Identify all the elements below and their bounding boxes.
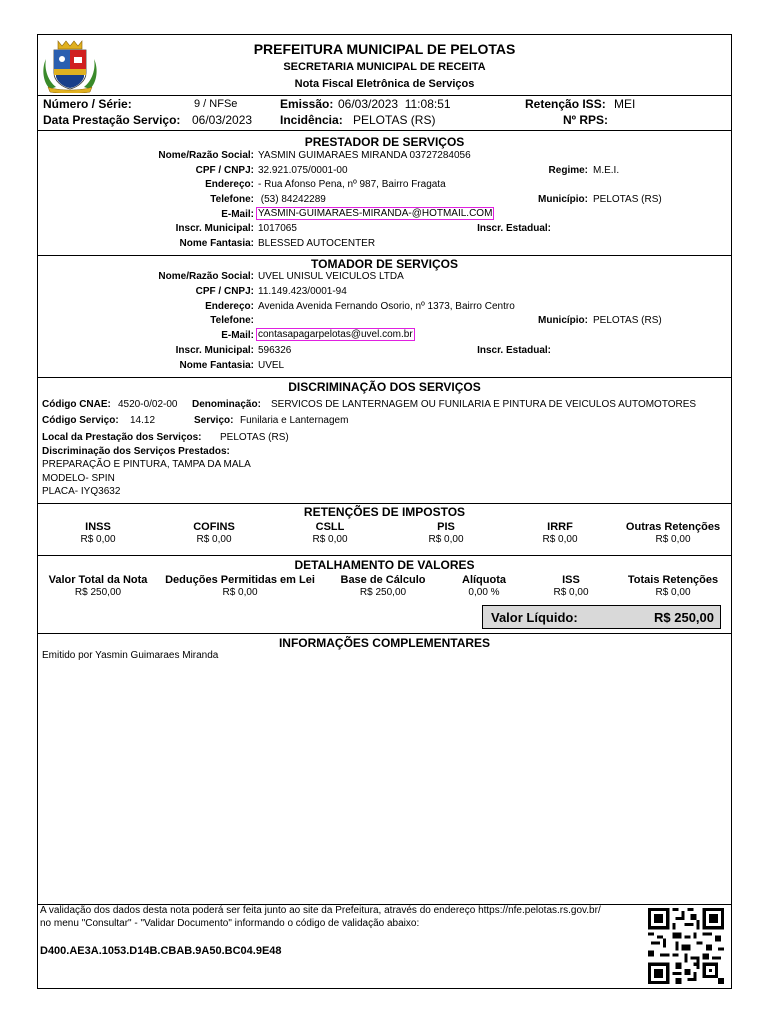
prestador-nome: YASMIN GUIMARAES MIRANDA 03727284056: [258, 150, 471, 161]
tomador-municipio: PELOTAS (RS): [593, 315, 662, 326]
retencao-value: R$ 0,00: [196, 534, 232, 545]
retencao-irrf: [522, 521, 598, 545]
denominacao-value: SERVICOS DE LANTERNAGEM OU FUNILARIA E PINTURA DE VEICULOS AUTOMOTORES: [271, 399, 697, 410]
servicos-prestados-label: Discriminação dos Serviços Prestados:: [42, 446, 230, 457]
tomador-endereco-label: Endereço:: [205, 301, 254, 312]
tomador-title: TOMADOR DE SERVIÇOS: [311, 257, 458, 271]
tomador-fantasia-label: Nome Fantasia:: [179, 360, 254, 371]
cnae-value: 4520-0/02-00: [118, 399, 178, 410]
retencao-label: PIS: [437, 521, 455, 533]
servicos-prestados-line: PLACA- IYQ3632: [42, 486, 121, 497]
emissao-value: 06/03/2023 11:08:51: [338, 97, 451, 111]
prestador-cpf-label: CPF / CNPJ:: [195, 165, 254, 176]
retencao-value: R$ 0,00: [542, 534, 578, 545]
prestador-municipio: PELOTAS (RS): [593, 194, 662, 205]
prestador-email-label: E-Mail:: [221, 209, 254, 220]
prestador-fantasia: BLESSED AUTOCENTER: [258, 238, 376, 249]
complementares-title: INFORMAÇÕES COMPLEMENTARES: [278, 636, 491, 650]
tomador-inscr-mun: 596326: [258, 345, 292, 356]
codigo-servico-value: 14.12: [130, 415, 156, 426]
prestador-endereco: - Rua Afonso Pena, nº 987, Bairro Fragata: [258, 179, 446, 190]
prestador-nome-label: Nome/Razão Social:: [158, 150, 254, 161]
valor-totais-retencoes: [618, 574, 728, 598]
prestador-cpf: 32.921.075/0001-00: [258, 165, 348, 176]
denominacao-label: Denominação:: [192, 399, 261, 410]
servicos-prestados-line: MODELO- SPIN: [42, 473, 115, 484]
validation-code: D400.AE3A.1053.D14B.CBAB.9A50.BC04.9E48: [40, 945, 282, 957]
valor-label: Valor Total da Nota: [48, 574, 148, 586]
servico-value: Funilaria e Lanternagem: [240, 415, 349, 426]
valor-label: Base de Cálculo: [340, 574, 426, 586]
complementares-text: Emitido por Yasmin Guimaraes Miranda: [42, 650, 219, 661]
prestador-fantasia-label: Nome Fantasia:: [179, 238, 254, 249]
page-title: PREFEITURA MUNICIPAL DE PELOTAS: [253, 41, 516, 57]
prestador-email-link[interactable]: YASMIN-GUIMARAES-MIRANDA-@HOTMAIL.COM: [258, 208, 493, 219]
prestador-telefone-label: Telefone:: [210, 194, 254, 205]
servico-label: Serviço:: [194, 415, 234, 426]
retencao-label: COFINS: [193, 521, 235, 533]
tomador-email-link[interactable]: contasapagarpelotas@uvel.com.br: [258, 329, 413, 340]
tomador-nome: UVEL UNISUL VEICULOS LTDA: [258, 271, 404, 282]
valor-iss: [534, 574, 608, 598]
tomador-inscr-est-label: Inscr. Estadual:: [477, 345, 551, 356]
codigo-servico-label: Código Serviço:: [42, 415, 119, 426]
numero-value: 9 / NFSe: [194, 98, 238, 110]
valor-label: ISS: [562, 574, 580, 586]
retencao-cofins: [176, 521, 252, 545]
valores-title: DETALHAMENTO DE VALORES: [294, 558, 475, 572]
tomador-cpf: 11.149.423/0001-94: [258, 286, 347, 297]
valor-total-nota: [40, 574, 156, 598]
qr-code-icon: [648, 908, 724, 984]
retencao-label: CSLL: [315, 521, 345, 533]
retencoes-title: RETENÇÕES DE IMPOSTOS: [303, 505, 466, 519]
valor-value: R$ 250,00: [74, 587, 122, 598]
valor-aliquota: [444, 574, 524, 598]
local-prestacao-value: PELOTAS (RS): [220, 432, 289, 443]
valor-liquido-box: [482, 605, 721, 629]
valor-value: R$ 0,00: [222, 587, 258, 598]
retencao-value: R$ 0,00: [428, 534, 464, 545]
valor-label: Alíquota: [462, 574, 506, 586]
prestador-title: PRESTADOR DE SERVIÇOS: [304, 135, 465, 149]
valor-base-calculo: [328, 574, 438, 598]
valor-value: 0,00 %: [468, 587, 500, 598]
tomador-inscr-mun-label: Inscr. Municipal:: [175, 345, 254, 356]
retencao-pis: [408, 521, 484, 545]
retencao-label: Outras Retenções: [625, 521, 721, 533]
cnae-label: Código CNAE:: [42, 399, 111, 410]
valor-liquido-label: Valor Líquido:: [491, 610, 578, 625]
retencao-label: INSS: [85, 521, 111, 533]
prestador-municipio-label: Município:: [538, 194, 588, 205]
prestador-inscr-est-label: Inscr. Estadual:: [477, 223, 551, 234]
prestador-telefone: (53) 84242289: [258, 194, 326, 205]
data-prestacao-value: 06/03/2023: [192, 113, 253, 127]
retencao-csll: [292, 521, 368, 545]
numero-label: Número / Série:: [43, 97, 132, 111]
prestador-regime-label: Regime:: [548, 165, 588, 176]
prestador-endereco-label: Endereço:: [205, 179, 254, 190]
discriminacao-title: DISCRIMINAÇÃO DOS SERVIÇOS: [288, 380, 481, 394]
valor-value: R$ 250,00: [359, 587, 407, 598]
data-prestacao-label: Data Prestação Serviço:: [43, 113, 181, 127]
document-type: Nota Fiscal Eletrônica de Serviços: [294, 78, 475, 90]
valor-deducoes: [158, 574, 322, 598]
validation-note-line: no menu "Consultar" - "Validar Documento" informando o código de validação abaixo:: [40, 918, 420, 929]
incidencia-value: PELOTAS (RS): [353, 113, 436, 127]
retencao-value: R$ 0,00: [80, 534, 116, 545]
retencao-value: MEI: [614, 97, 636, 111]
tomador-nome-label: Nome/Razão Social:: [158, 271, 254, 282]
invoice-frame: [37, 34, 732, 989]
tomador-fantasia: UVEL: [258, 360, 285, 371]
local-prestacao-label: Local da Prestação dos Serviços:: [42, 432, 202, 443]
prestador-regime: M.E.I.: [593, 165, 620, 176]
retencao-inss: [60, 521, 136, 545]
rps-label: Nº RPS:: [563, 113, 609, 127]
tomador-email-label: E-Mail:: [221, 330, 254, 341]
retencao-outras: [618, 521, 728, 545]
retencao-label: Retenção ISS:: [525, 97, 606, 111]
page-subtitle: SECRETARIA MUNICIPAL DE RECEITA: [283, 61, 486, 73]
valor-label: Deduções Permitidas em Lei: [165, 574, 315, 586]
retencao-value: R$ 0,00: [655, 534, 691, 545]
retencao-value: R$ 0,00: [312, 534, 348, 545]
prestador-inscr-mun-label: Inscr. Municipal:: [175, 223, 254, 234]
tomador-municipio-label: Município:: [538, 315, 588, 326]
valor-liquido-value: R$ 250,00: [654, 610, 714, 625]
tomador-cpf-label: CPF / CNPJ:: [195, 286, 254, 297]
incidencia-label: Incidência:: [280, 113, 343, 127]
tomador-endereco: Avenida Avenida Fernando Osorio, nº 1373, Bairro Centro: [258, 301, 515, 312]
servicos-prestados-line: PREPARAÇÃO E PINTURA, TAMPA DA MALA: [42, 459, 251, 470]
emissao-label: Emissão:: [280, 97, 334, 111]
valor-value: R$ 0,00: [655, 587, 691, 598]
prestador-inscr-mun: 1017065: [258, 223, 297, 234]
validation-note-line: A validação dos dados desta nota poderá ser feita junto ao site da Prefeitura, através do endereço https://nfe.pelotas.rs.gov.br/: [40, 905, 601, 916]
valor-label: Totais Retenções: [627, 574, 719, 586]
valor-value: R$ 0,00: [553, 587, 589, 598]
tomador-telefone-label: Telefone:: [210, 315, 254, 326]
retencao-label: IRRF: [547, 521, 573, 533]
